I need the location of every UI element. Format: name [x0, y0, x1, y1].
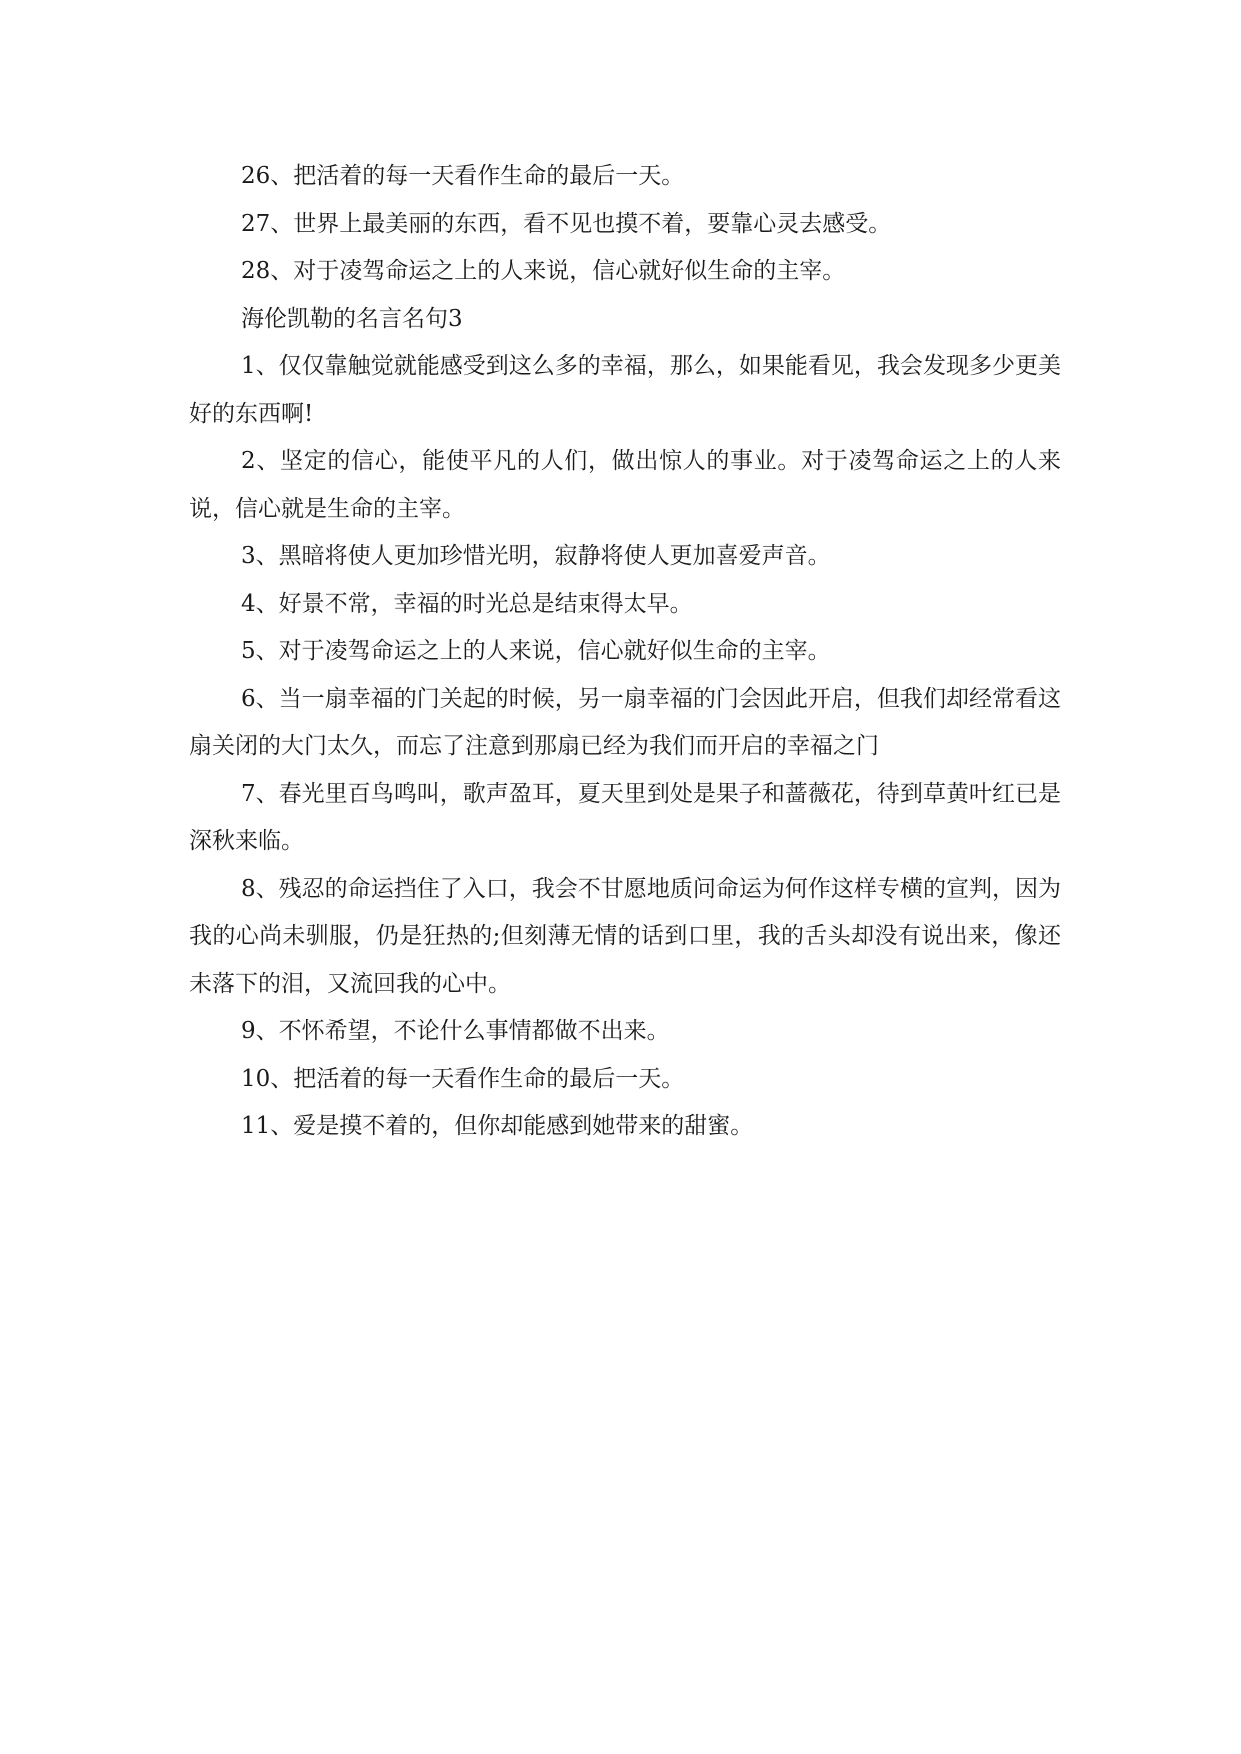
quote-10: 10、把活着的每一天看作生命的最后一天。 — [241, 1065, 685, 1092]
quote-27: 27、世界上最美丽的东西，看不见也摸不着，要靠心灵去感受。 — [241, 210, 892, 237]
quote-8: 8、残忍的命运挡住了入口，我会不甘愿地质问命运为何作这样专横的宣判，因为我的心尚未驯服，仍是狂热的;但刻薄无情的话到口里，我的舌头却没有说出来，像还未落下的泪，又流回我的心中。 — [189, 875, 1061, 997]
quote-4: 4、好景不常，幸福的时光总是结束得太早。 — [241, 590, 693, 617]
quote-28: 28、对于凌驾命运之上的人来说，信心就好似生命的主宰。 — [241, 258, 846, 284]
quote-6: 6、当一扇幸福的门关起的时候，另一扇幸福的门会因此开启，但我们却经常看这扇关闭的大门太久，而忘了注意到那扇已经为我们而开启的幸福之门 — [189, 685, 1061, 759]
quote-26: 26、把活着的每一天看作生命的最后一天。 — [241, 163, 685, 189]
document-body — [189, 153, 1061, 1151]
quote-5: 5、对于凌驾命运之上的人来说，信心就好似生命的主宰。 — [241, 638, 831, 664]
quote-7: 7、春光里百鸟鸣叫，歌声盈耳，夏天里到处是果子和蔷薇花，待到草黄叶红已是深秋来临。 — [189, 780, 1061, 854]
quote-2: 2、坚定的信心，能使平凡的人们，做出惊人的事业。对于凌驾命运之上的人来说，信心就是生命的主宰。 — [189, 448, 1061, 522]
quote-3: 3、黑暗将使人更加珍惜光明，寂静将使人更加喜爱声音。 — [241, 543, 831, 569]
quote-1: 1、仅仅靠触觉就能感受到这么多的幸福，那么，如果能看见，我会发现多少更美好的东西啊! — [189, 353, 1061, 427]
section-heading: 海伦凯勒的名言名句3 — [241, 305, 463, 332]
quote-9: 9、不怀希望，不论什么事情都做不出来。 — [241, 1018, 670, 1044]
quote-11: 11、爱是摸不着的，但你却能感到她带来的甜蜜。 — [241, 1113, 754, 1139]
